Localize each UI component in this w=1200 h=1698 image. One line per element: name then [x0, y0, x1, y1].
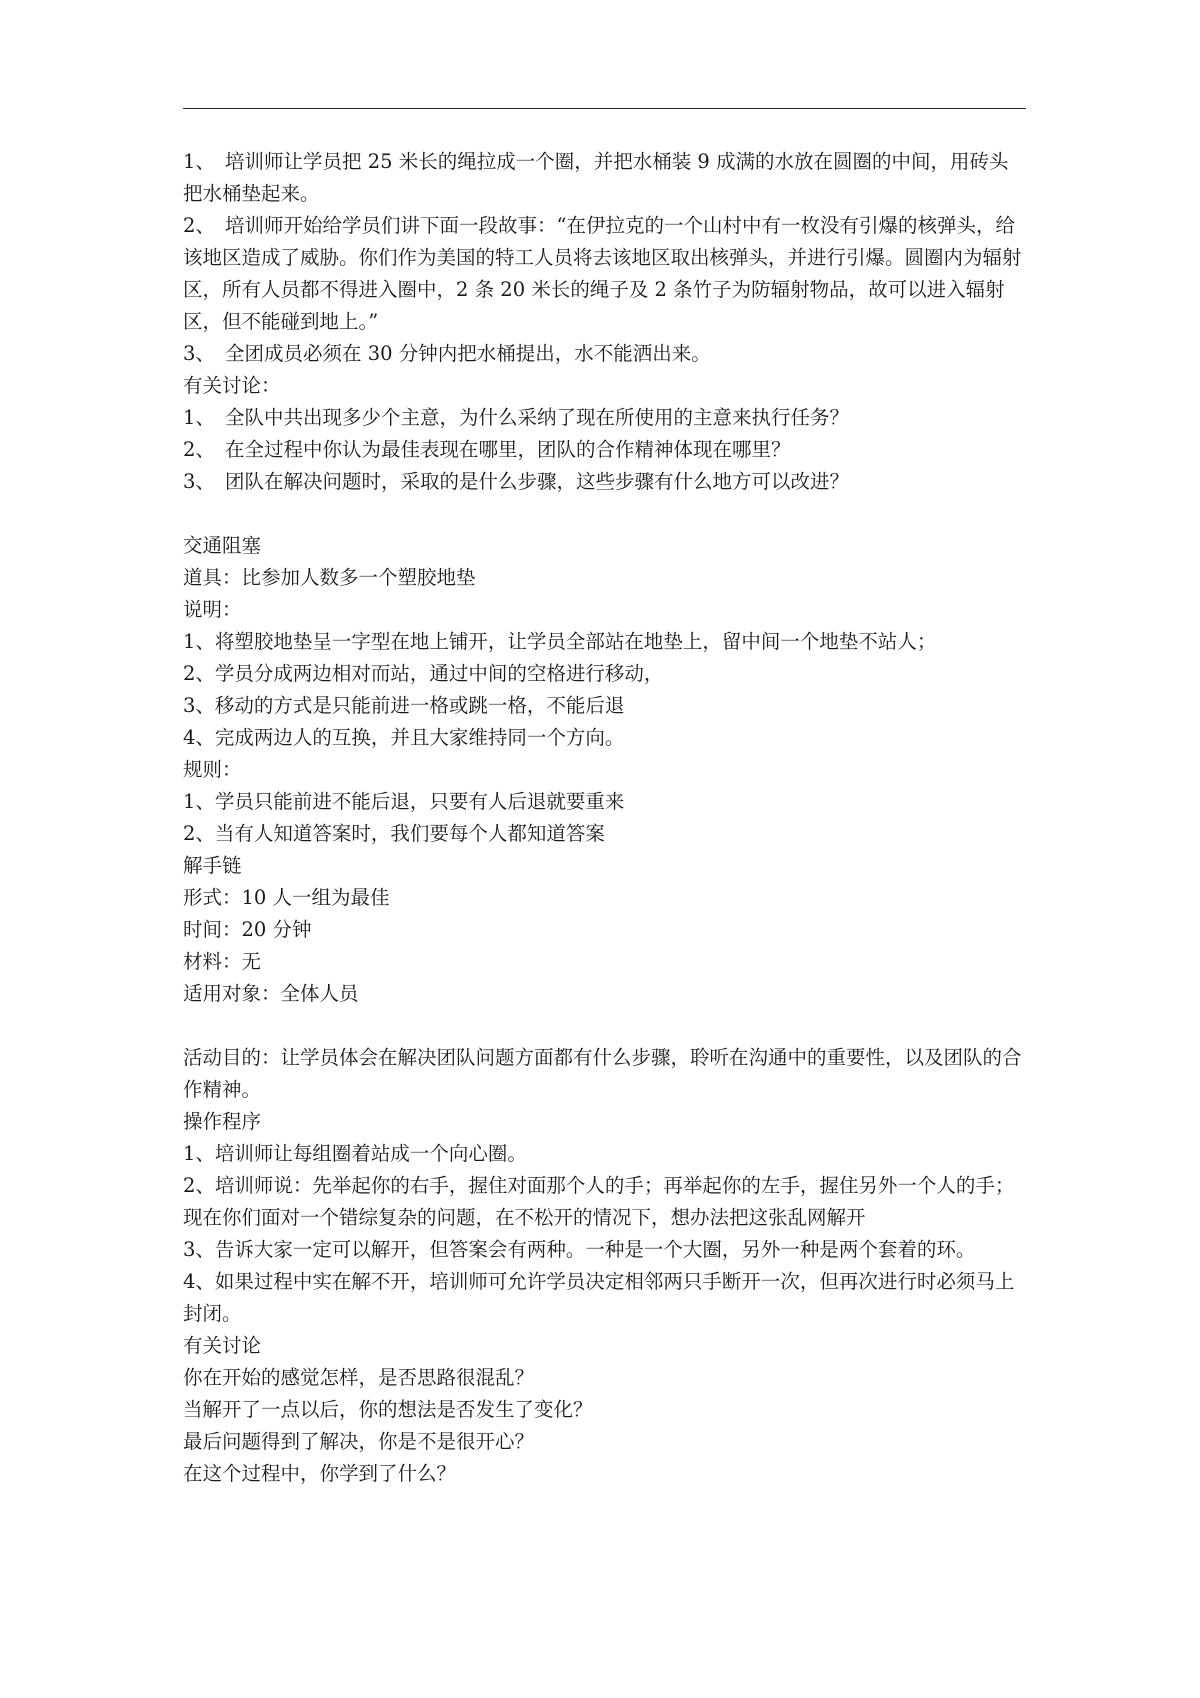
- list-item: 2、学员分成两边相对而站，通过中间的空格进行移动，: [183, 662, 664, 685]
- discussion-item: 在这个过程中，你学到了什么？: [183, 1462, 457, 1485]
- discussion-item: 最后问题得到了解决，你是不是很开心？: [183, 1430, 535, 1453]
- section-title: 解手链: [183, 854, 242, 877]
- list-item: 3、 全团成员必须在 30 分钟内把水桶提出，水不能洒出来。: [183, 342, 711, 365]
- document-body: [183, 146, 1026, 1490]
- section-title: 交通阻塞: [183, 534, 262, 557]
- procedure-heading: 操作程序: [183, 1110, 262, 1133]
- list-item: 2、培训师说：先举起你的右手，握住对面那个人的手；再举起你的左手，握住另外一个人的手；现在你们面对一个错综复杂的问题，在不松开的情况下，想办法把这张乱网解开: [183, 1174, 1015, 1229]
- props-line: 道具：比参加人数多一个塑胶地垫: [183, 566, 476, 589]
- list-item: 1、将塑胶地垫呈一字型在地上铺开，让学员全部站在地垫上，留中间一个地垫不站人；: [183, 630, 937, 653]
- list-item: 4、如果过程中实在解不开，培训师可允许学员决定相邻两只手断开一次，但再次进行时必须马上封闭。: [183, 1270, 1015, 1325]
- meta-line: 形式：10 人一组为最佳: [183, 886, 390, 909]
- explain-heading: 说明：: [183, 598, 242, 621]
- list-item: 4、完成两边人的互换，并且大家维持同一个方向。: [183, 726, 625, 749]
- meta-line: 适用对象：全体人员: [183, 982, 359, 1005]
- blank-line: [183, 1010, 1026, 1042]
- blank-line: [183, 498, 1026, 530]
- list-item: 1、培训师让每组圈着站成一个向心圈。: [183, 1142, 527, 1165]
- purpose-paragraph: 活动目的：让学员体会在解决团队问题方面都有什么步骤，聆听在沟通中的重要性，以及团队的合作精神。: [183, 1046, 1022, 1101]
- rules-heading: 规则：: [183, 758, 242, 781]
- discussion-heading: 有关讨论：: [183, 374, 281, 397]
- discussion-item: 3、 团队在解决问题时，采取的是什么步骤，这些步骤有什么地方可以改进？: [183, 470, 850, 493]
- list-item: 1、 培训师让学员把 25 米长的绳拉成一个圈，并把水桶装 9 成满的水放在圆圈的中间，用砖头把水桶垫起来。: [183, 150, 1009, 205]
- list-item: 3、移动的方式是只能前进一格或跳一格，不能后退: [183, 694, 625, 717]
- discussion-item: 当解开了一点以后，你的想法是否发生了变化？: [183, 1398, 593, 1421]
- discussion-item: 你在开始的感觉怎样，是否思路很混乱？: [183, 1366, 535, 1389]
- header-rule: [183, 108, 1026, 109]
- list-item: 3、告诉大家一定可以解开，但答案会有两种。一种是一个大圈，另外一种是两个套着的环。: [183, 1238, 976, 1261]
- discussion-heading: 有关讨论: [183, 1334, 262, 1357]
- list-item: 2、当有人知道答案时，我们要每个人都知道答案: [183, 822, 605, 845]
- discussion-item: 2、 在全过程中你认为最佳表现在哪里，团队的合作精神体现在哪里？: [183, 438, 791, 461]
- meta-line: 时间：20 分钟: [183, 918, 312, 941]
- list-item: 1、学员只能前进不能后退，只要有人后退就要重来: [183, 790, 625, 813]
- list-item: 2、 培训师开始给学员们讲下面一段故事：“在伊拉克的一个山村中有一枚没有引爆的核弹头，给该地区造成了威胁。你们作为美国的特工人员将去该地区取出核弹头，并进行引爆。圆圈内为辐射区，所有人员都不得进入圈中，2 条 20 米长的绳子及 2 条竹子为防辐射物品，故可以进入辐射区，但不能碰到地上。”: [183, 214, 1022, 333]
- meta-line: 材料：无: [183, 950, 262, 973]
- discussion-item: 1、 全队中共出现多少个主意，为什么采纳了现在所使用的主意来执行任务？: [183, 406, 850, 429]
